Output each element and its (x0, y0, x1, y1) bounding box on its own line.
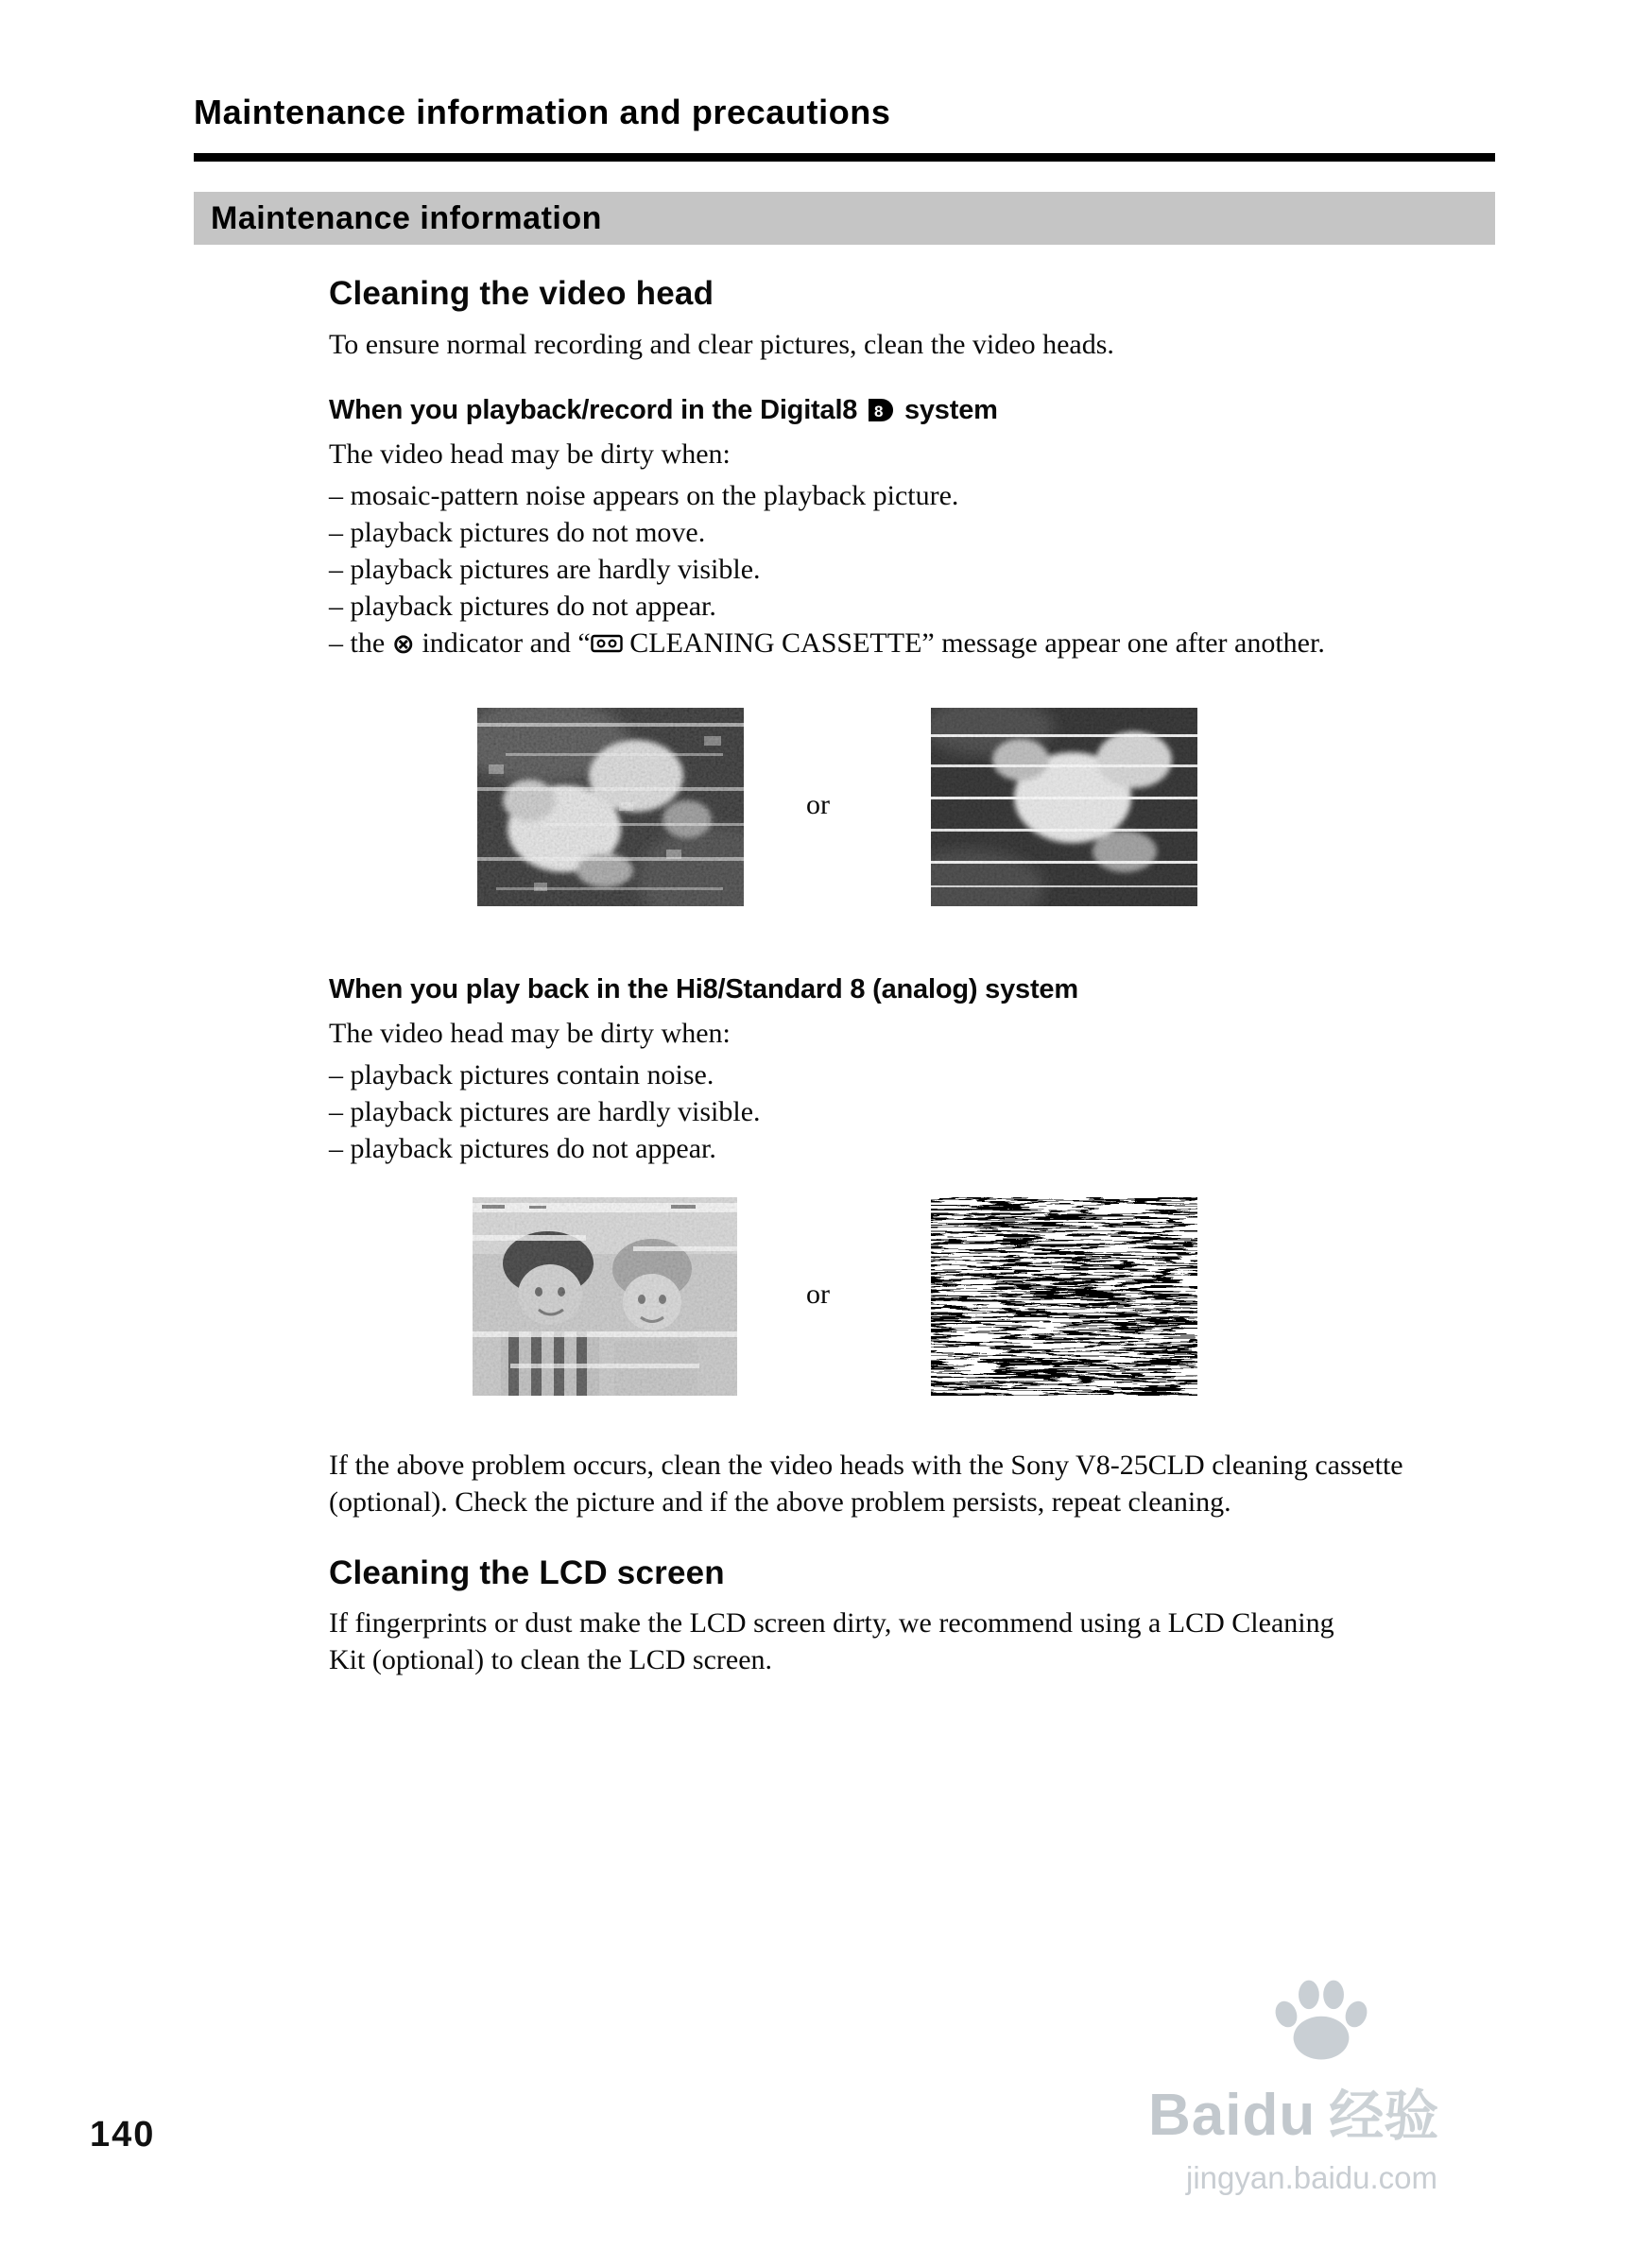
or-label: or (806, 789, 830, 820)
section-banner-label: Maintenance information (211, 199, 602, 236)
watermark-brand: Baidu (1148, 2083, 1316, 2148)
subheading-digital8-post: system (897, 395, 998, 425)
list-item-with-icons (329, 625, 1495, 662)
watermark-url: jingyan.baidu.com (1186, 2160, 1437, 2195)
figure-row-analog (329, 1197, 1495, 1396)
digital8-lead: The video head may be dirty when: (329, 438, 731, 470)
cleaning-cassette-icon (591, 632, 623, 655)
heading-cleaning-lcd: Cleaning the LCD screen (329, 1554, 725, 1591)
heading-cleaning-video-head: Cleaning the video head (329, 275, 714, 312)
watermark-brand-row (1148, 2071, 1438, 2151)
figure-mosaic-noise-picture (477, 708, 744, 906)
title-rule (194, 153, 1495, 162)
baidu-watermark (1148, 1973, 1555, 2219)
list-item-text: – the (329, 627, 392, 659)
analog-symptom-list (329, 1056, 1495, 1167)
list-item-text: indicator and “ (414, 627, 591, 659)
list-item-text: CLEANING CASSETTE” message appear one after another. (622, 627, 1325, 659)
digital8-symptom-list (329, 477, 1495, 662)
paw-print-icon (1269, 1973, 1373, 2066)
manual-page (194, 93, 1495, 1678)
list-item: – mosaic-pattern noise appears on the playback picture. (329, 480, 959, 511)
digital8-icon (867, 398, 895, 422)
video-head-outro: If the above problem occurs, clean the video heads with the Sony V8-25CLD cleaning cassette (optional). Check the picture and if the above problem persists, repeat cleaning. (329, 1450, 1403, 1518)
figure-noisy-children-picture (473, 1197, 737, 1396)
analog-lead: The video head may be dirty when: (329, 1018, 731, 1049)
page-number: 140 (90, 2115, 156, 2155)
section-banner (194, 192, 1495, 245)
subheading-digital8-pre: When you playback/record in the Digital8 (329, 395, 866, 425)
or-label: or (806, 1279, 830, 1310)
list-item: – playback pictures do not move. (329, 517, 706, 548)
list-item: – playback pictures are hardly visible. (329, 554, 761, 585)
list-item: – playback pictures are hardly visible. (329, 1096, 761, 1127)
figure-row-digital8 (329, 708, 1495, 906)
figure-static-noise-picture (931, 1197, 1197, 1396)
subheading-analog: When you play back in the Hi8/Standard 8 (analog) system (329, 974, 1078, 1004)
x-indicator-icon: ⊗ (391, 627, 415, 660)
watermark-brand-cn: 经验 (1329, 2086, 1439, 2147)
svg-text:8: 8 (874, 403, 884, 421)
figure-line-noise-picture (931, 708, 1197, 906)
page-title: Maintenance information and precautions (194, 93, 891, 131)
list-item: – playback pictures contain noise. (329, 1059, 714, 1090)
lcd-body: If fingerprints or dust make the LCD screen dirty, we recommend using a LCD Cleaning Kit (optional) to clean the LCD screen. (329, 1607, 1334, 1675)
list-item: – playback pictures do not appear. (329, 591, 716, 622)
list-item: – playback pictures do not appear. (329, 1133, 716, 1164)
page-content (329, 275, 1495, 1678)
subheading-digital8 (329, 395, 1495, 426)
video-head-intro: To ensure normal recording and clear pictures, clean the video heads. (329, 329, 1114, 360)
